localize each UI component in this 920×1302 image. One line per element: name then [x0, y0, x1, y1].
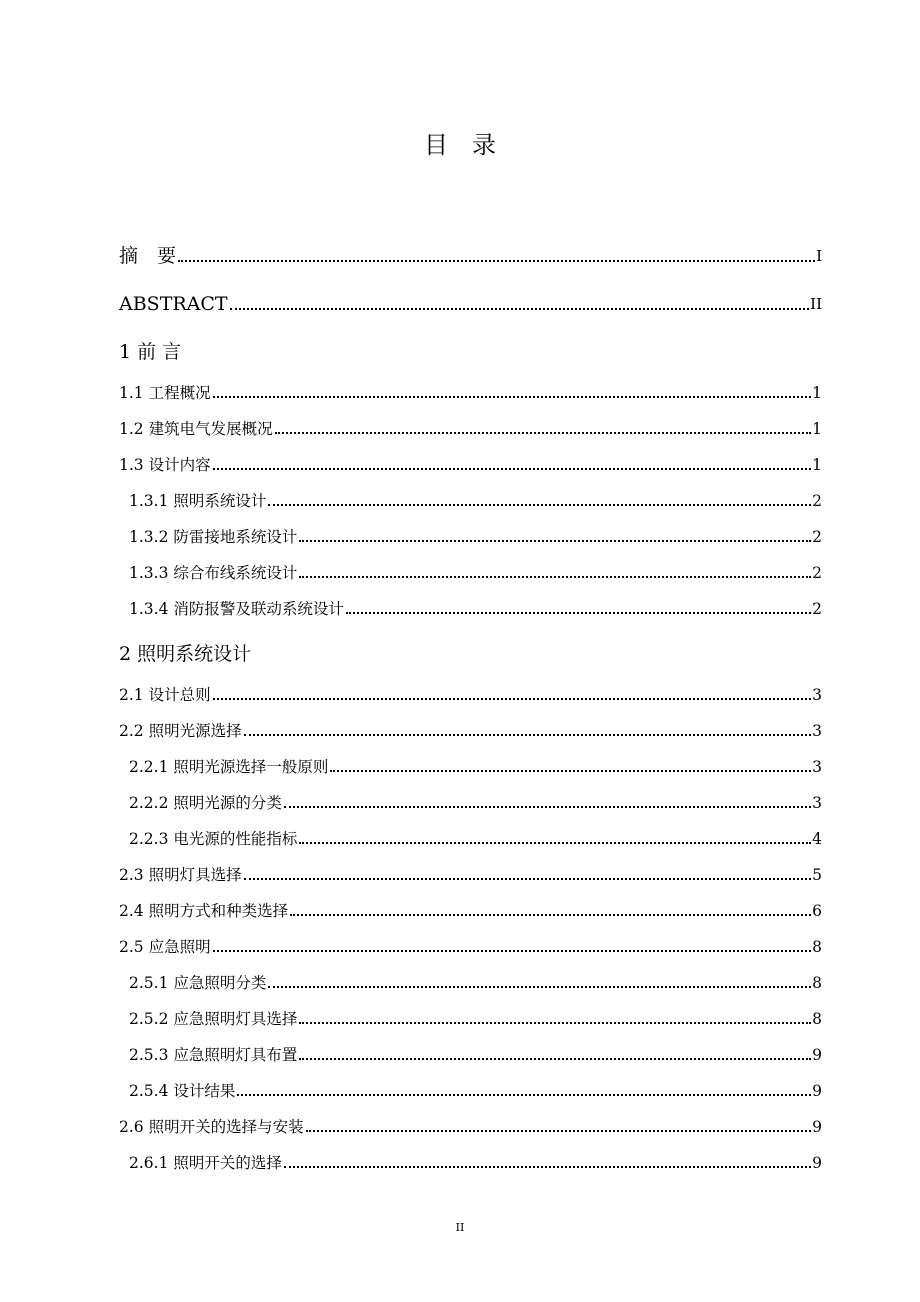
toc-leader-dots: [330, 770, 811, 772]
toc-leader-dots: [275, 432, 812, 434]
toc-entry-label: 1.1 工程概况: [119, 384, 211, 402]
toc-leader-dots: [237, 1094, 811, 1096]
toc-entry-page: 8: [812, 1010, 822, 1028]
toc-chapter-2[interactable]: [119, 642, 822, 666]
toc-entry-2-2[interactable]: [119, 721, 822, 741]
toc-entry-1-3[interactable]: [119, 455, 822, 475]
toc-entry-page: 8: [812, 974, 822, 992]
toc-entry-page: 2: [812, 564, 822, 582]
page-title: 目录: [424, 131, 520, 159]
toc-entry-label: 1.2 建筑电气发展概况: [119, 420, 273, 438]
toc-leader-dots: [213, 396, 812, 398]
toc-entry-2-5-2[interactable]: [129, 1009, 822, 1029]
toc-entry-label: 2.2.1 照明光源选择一般原则: [129, 758, 329, 776]
toc-entry-page: 1: [812, 384, 822, 402]
toc-entry-page: 9: [812, 1082, 822, 1100]
toc-entry-1-3-4[interactable]: [129, 599, 822, 619]
toc-leader-dots: [178, 260, 815, 262]
toc-entry-label: 2 照明系统设计: [119, 643, 252, 665]
toc-entry-page: II: [810, 295, 822, 313]
toc-entry-page: 5: [812, 866, 822, 884]
toc-entry-page: 2: [812, 528, 822, 546]
toc-leader-dots: [284, 806, 811, 808]
toc-entry-page: 1: [812, 456, 822, 474]
toc-entry-page: 2: [812, 492, 822, 510]
toc-entry-abstract-en[interactable]: [119, 292, 822, 316]
toc-entry-label: 1.3.2 防雷接地系统设计: [129, 528, 298, 546]
toc-entry-2-3[interactable]: [119, 865, 822, 885]
toc-entry-label: 摘 要: [119, 245, 177, 267]
toc-entry-label: 2.5.4 设计结果: [129, 1082, 236, 1100]
toc-entry-label: 2.2.2 照明光源的分类: [129, 794, 282, 812]
toc-entry-2-5-3[interactable]: [129, 1045, 822, 1065]
toc-entry-page: 9: [812, 1118, 822, 1136]
toc-entry-page: 8: [812, 938, 822, 956]
toc-leader-dots: [306, 1130, 812, 1132]
toc-leader-dots: [213, 698, 812, 700]
toc-entry-2-6[interactable]: [119, 1117, 822, 1137]
toc-entry-label: 2.1 设计总则: [119, 686, 211, 704]
toc-entry-page: 3: [812, 722, 822, 740]
toc-entry-page: 1: [812, 420, 822, 438]
toc-leader-dots: [213, 950, 812, 952]
toc-entry-2-1[interactable]: [119, 685, 822, 705]
toc-entry-1-3-2[interactable]: [129, 527, 822, 547]
toc-entry-2-2-1[interactable]: [129, 757, 822, 777]
toc-leader-dots: [268, 986, 811, 988]
toc-entry-page: 9: [812, 1154, 822, 1172]
toc-leader-dots: [290, 914, 811, 916]
toc-entry-label: 2.5.1 应急照明分类: [129, 974, 267, 992]
toc-entry-2-4[interactable]: [119, 901, 822, 921]
toc-entry-2-5-1[interactable]: [129, 973, 822, 993]
toc-chapter-1[interactable]: [119, 340, 822, 364]
toc-entry-1-3-1[interactable]: [129, 491, 822, 511]
toc-entry-page: 3: [812, 794, 822, 812]
toc-entry-label: 2.2 照明光源选择: [119, 722, 242, 740]
toc-entry-2-5-4[interactable]: [129, 1081, 822, 1101]
toc-entry-1-2[interactable]: [119, 419, 822, 439]
toc-leader-dots: [299, 1058, 811, 1060]
toc-entry-page: 4: [812, 830, 822, 848]
toc-entry-label: 2.5.2 应急照明灯具选择: [129, 1010, 298, 1028]
toc-leader-dots: [299, 540, 811, 542]
toc-entry-label: 2.4 照明方式和种类选择: [119, 902, 289, 920]
toc-entry-page: 6: [812, 902, 822, 920]
toc-entry-1-3-3[interactable]: [129, 563, 822, 583]
toc-entry-2-2-3[interactable]: [129, 829, 822, 849]
toc-entry-label: 1.3 设计内容: [119, 456, 211, 474]
toc-entry-label: 2.5 应急照明: [119, 938, 211, 956]
toc-leader-dots: [244, 734, 812, 736]
toc-leader-dots: [230, 308, 810, 310]
toc-leader-dots: [299, 1022, 811, 1024]
toc-leader-dots: [244, 878, 812, 880]
toc-leader-dots: [299, 576, 811, 578]
toc-entry-label: 1 前 言: [119, 341, 182, 363]
toc-entry-label: 2.5.3 应急照明灯具布置: [129, 1046, 298, 1064]
toc-entry-page: I: [816, 247, 822, 265]
page-number: II: [455, 1221, 465, 1234]
toc-entry-abstract-cn[interactable]: [119, 244, 822, 268]
toc-leader-dots: [268, 504, 811, 506]
toc-entry-2-2-2[interactable]: [129, 793, 822, 813]
toc-entry-1-1[interactable]: [119, 383, 822, 403]
toc-entry-label: 1.3.3 综合布线系统设计: [129, 564, 298, 582]
toc-entry-label: 1.3.1 照明系统设计: [129, 492, 267, 510]
toc-entry-page: 2: [812, 600, 822, 618]
toc-entry-label: 2.2.3 电光源的性能指标: [129, 830, 298, 848]
toc-entry-label: 2.6.1 照明开关的选择: [129, 1154, 282, 1172]
toc-leader-dots: [346, 612, 811, 614]
toc-entry-page: 3: [812, 758, 822, 776]
toc-leader-dots: [213, 468, 812, 470]
toc-entry-page: 9: [812, 1046, 822, 1064]
toc-entry-label: ABSTRACT: [119, 293, 228, 315]
toc-entry-label: 2.3 照明灯具选择: [119, 866, 242, 884]
toc-entry-label: 2.6 照明开关的选择与安装: [119, 1118, 304, 1136]
toc-entry-2-6-1[interactable]: [129, 1153, 822, 1173]
toc-leader-dots: [284, 1166, 811, 1168]
toc-entry-2-5[interactable]: [119, 937, 822, 957]
toc-leader-dots: [299, 842, 811, 844]
toc-entry-label: 1.3.4 消防报警及联动系统设计: [129, 600, 344, 618]
toc-entry-page: 3: [812, 686, 822, 704]
